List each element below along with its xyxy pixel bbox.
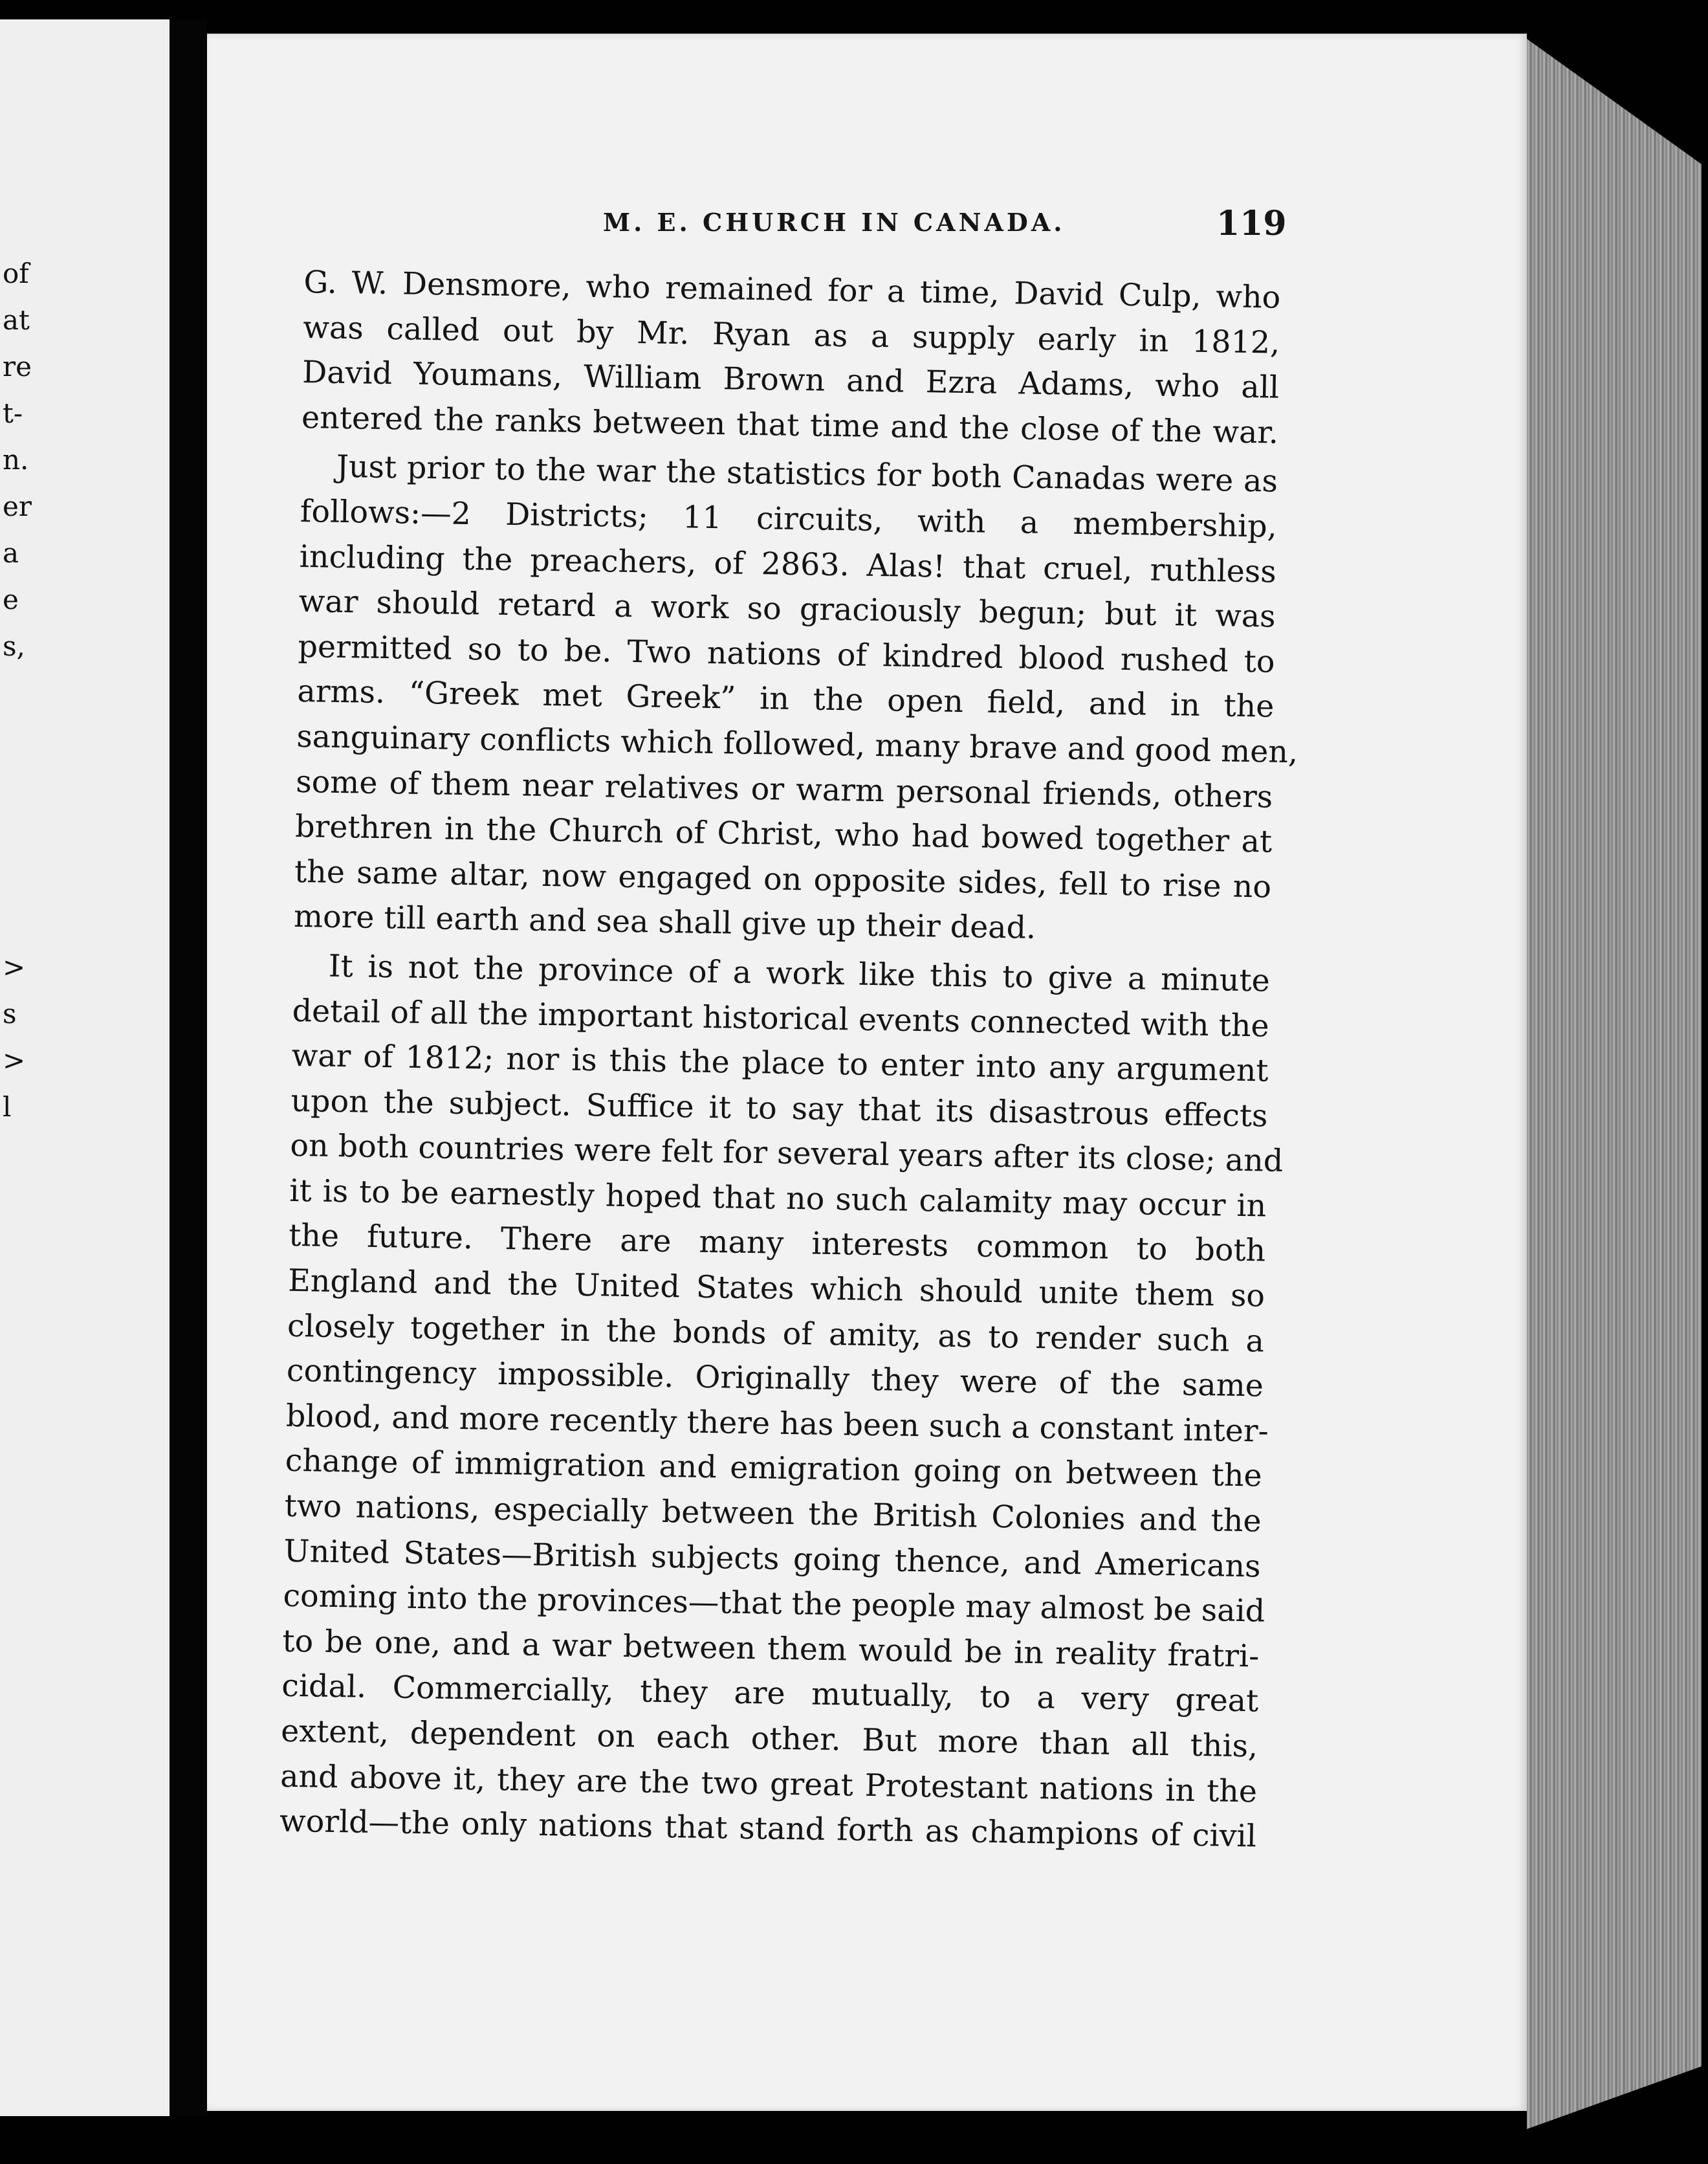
facing-page-fragment: > — [3, 1044, 26, 1076]
text-line: war should retard a work so graciously begun; but it was — [298, 584, 1276, 635]
text-line: extent, dependent on each other. But more than all this, — [280, 1713, 1258, 1765]
text-line: sanguinary conflicts which followed, many brave and good men, — [296, 718, 1298, 771]
text-line: change of immigration and emigration going on between the — [285, 1443, 1263, 1494]
text-line: United States—British subjects going thence, and Americans — [283, 1533, 1261, 1585]
text-line: detail of all the important historical events connected with the — [292, 993, 1270, 1044]
book-gutter — [170, 19, 207, 2116]
facing-page-fragment: t- — [3, 397, 23, 429]
text-line: contingency impossible. Originally they were of the same — [286, 1353, 1264, 1404]
text-line: David Youmans, William Brown and Ezra Adams, who all — [301, 355, 1280, 406]
text-line: some of them near relatives or warm personal friends, others — [295, 764, 1273, 815]
text-line: arms. “Greek met Greek” in the open field, and in the — [297, 674, 1275, 725]
text-line: Just prior to the war the statistics for both Canadas were as — [336, 449, 1278, 500]
facing-page-fragment: er — [3, 491, 32, 522]
text-line: entered the ranks between that time and the close of the war. — [301, 399, 1279, 451]
text-line: on both countries were felt for several years after its close; and — [290, 1128, 1284, 1180]
page-number: 119 — [1216, 204, 1287, 243]
text-line: It is not the province of a work like this to give a minute — [328, 948, 1271, 999]
text-line: the same altar, now engaged on opposite sides, fell to rise no — [294, 854, 1272, 905]
page-header — [207, 204, 1527, 243]
text-line: permitted so to be. Two nations of kindred blood rushed to — [298, 628, 1275, 680]
paragraph — [279, 944, 1284, 1859]
text-line: and above it, they are the two great Protestant nations in the — [279, 1758, 1258, 1810]
paragraph — [301, 260, 1281, 456]
text-line: cidal. Commercially, they are mutually, to a very great — [281, 1668, 1259, 1719]
paragraph — [293, 444, 1298, 955]
text-line: follows:—2 Districts; 11 circuits, with a membership, — [300, 493, 1278, 545]
text-line: more till earth and sea shall give up their dead. — [293, 899, 1036, 947]
facing-page-fragment: n. — [3, 444, 29, 476]
facing-page-fragment: a — [3, 537, 19, 569]
text-line: two nations, especially between the British Colonies and the — [284, 1488, 1262, 1540]
running-head: M. E. CHURCH IN CANADA. — [603, 208, 1066, 237]
text-line: world—the only nations that stand forth as champions of civil — [279, 1803, 1257, 1855]
text-line: war of 1812; nor is this the place to enter into any argument — [291, 1037, 1269, 1089]
facing-page-fragment: re — [3, 351, 32, 382]
text-line: blood, and more recently there has been such a constant inter- — [285, 1398, 1269, 1450]
text-line: upon the subject. Suffice it to say that its disastrous effects — [290, 1083, 1268, 1134]
text-line: coming into the provinces—that the people may almost be said — [283, 1578, 1265, 1629]
facing-page-fragment: > — [3, 951, 26, 983]
text-line: brethren in the Church of Christ, who had bowed together at — [294, 809, 1273, 860]
text-line: G. W. Densmore, who remained for a time, David Culp, who — [303, 264, 1281, 316]
facing-page-text — [0, 19, 170, 2116]
facing-page-fragment: s, — [3, 630, 25, 662]
text-line: closely together in the bonds of amity, as to render such a — [287, 1308, 1265, 1360]
facing-page-fragment: at — [3, 304, 30, 336]
facing-page-fragment: of — [3, 258, 29, 289]
facing-page — [0, 19, 170, 2116]
facing-page-fragment: s — [3, 998, 17, 1030]
text-line: England and the United States which should unite them so — [287, 1263, 1265, 1314]
text-line: including the preachers, of 2863. Alas! that cruel, ruthless — [299, 538, 1277, 590]
body-text — [279, 260, 1298, 1863]
text-line: was called out by Mr. Ryan as a supply early in 1812, — [302, 309, 1280, 361]
page-edges — [1527, 39, 1702, 2129]
text-line: it is to be earnestly hoped that no such calamity may occur in — [289, 1173, 1267, 1224]
facing-page-fragment: e — [3, 584, 19, 615]
text-line: the future. There are many interests common to both — [288, 1218, 1266, 1269]
book-page — [207, 34, 1527, 2111]
facing-page-fragment: l — [3, 1091, 12, 1123]
text-line: to be one, and a war between them would be in reality fratri- — [282, 1623, 1260, 1675]
